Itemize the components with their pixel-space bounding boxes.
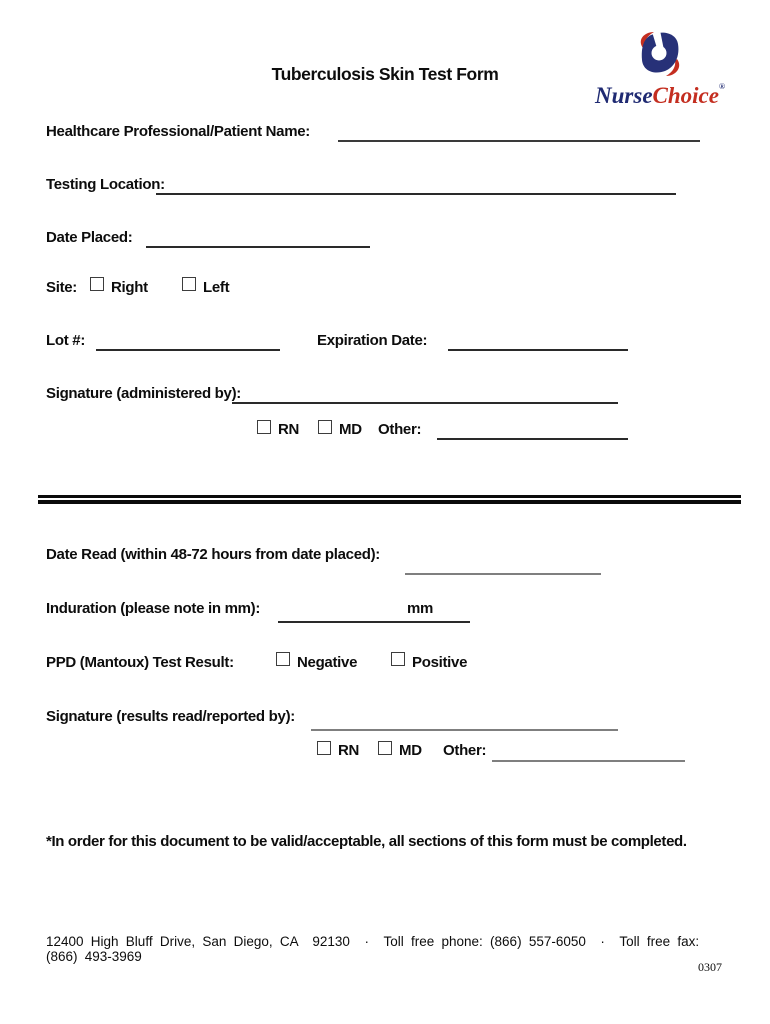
site-left-label: Left (203, 279, 230, 296)
footer-phone-label: Toll free phone: (383, 934, 483, 949)
logo-nurse: Nurse (595, 83, 653, 108)
result-positive-checkbox[interactable] (391, 652, 405, 666)
induration-label: Induration (please note in mm): (46, 600, 261, 617)
site-left-checkbox[interactable] (182, 277, 196, 291)
testing-location-label: Testing Location: (46, 176, 165, 193)
administered-other-fill-line[interactable] (437, 438, 628, 440)
page-title: Tuberculosis Skin Test Form (271, 64, 499, 84)
site-right-checkbox[interactable] (90, 277, 104, 291)
footer-fax-number: (866) 493-3969 (46, 949, 142, 964)
site-right-label: Right (111, 279, 148, 296)
site-label: Site: (46, 279, 78, 296)
testing-location-fill-line[interactable] (156, 193, 676, 195)
validity-note: *In order for this document to be valid/acceptable, all sections of this form must be completed. (46, 833, 687, 850)
footer-phone-number: (866) 557-6050 (490, 934, 586, 949)
induration-unit-label: mm (407, 600, 434, 617)
date-placed-fill-line[interactable] (146, 246, 370, 248)
results-other-fill-line[interactable] (492, 760, 685, 762)
results-rn-checkbox[interactable] (317, 741, 331, 755)
footer-separator-1: · (364, 934, 369, 949)
name-label: Healthcare Professional/Patient Name: (46, 123, 310, 140)
lot-label: Lot #: (46, 332, 86, 349)
footer-fax-label: Toll free fax: (619, 934, 700, 949)
administered-rn-checkbox[interactable] (257, 420, 271, 434)
signature-administered-label: Signature (administered by): (46, 385, 241, 402)
date-read-label: Date Read (within 48-72 hours from date placed): (46, 546, 380, 563)
lot-fill-line[interactable] (96, 349, 280, 351)
nursechoice-wordmark (592, 82, 728, 109)
expiration-label: Expiration Date: (317, 332, 428, 349)
result-negative-checkbox[interactable] (276, 652, 290, 666)
nursechoice-logo (592, 31, 728, 109)
result-positive-label: Positive (412, 654, 468, 671)
signature-results-label: Signature (results read/reported by): (46, 708, 295, 725)
registered-mark: ® (718, 82, 725, 91)
name-fill-line[interactable] (338, 140, 700, 142)
administered-md-label: MD (339, 421, 362, 438)
date-read-fill-line[interactable] (405, 573, 601, 575)
section-divider-bottom-rule (38, 500, 741, 504)
result-label: PPD (Mantoux) Test Result: (46, 654, 234, 671)
results-md-checkbox[interactable] (378, 741, 392, 755)
administered-md-checkbox[interactable] (318, 420, 332, 434)
expiration-fill-line[interactable] (448, 349, 628, 351)
logo-choice: Choice (652, 83, 719, 108)
form-code: 0307 (698, 960, 722, 974)
nursechoice-mark-icon (635, 31, 685, 77)
date-placed-label: Date Placed: (46, 229, 133, 246)
results-md-label: MD (399, 742, 422, 759)
results-rn-label: RN (338, 742, 360, 759)
footer-address: 12400 High Bluff Drive, San Diego, CA 92130 (46, 934, 350, 949)
administered-rn-label: RN (278, 421, 300, 438)
section-divider-top-rule (38, 495, 741, 498)
footer-separator-2: · (600, 934, 605, 949)
result-negative-label: Negative (297, 654, 358, 671)
signature-administered-fill-line[interactable] (232, 402, 618, 404)
signature-results-fill-line[interactable] (311, 729, 618, 731)
administered-other-label: Other: (378, 421, 422, 438)
induration-fill-line[interactable] (278, 621, 470, 623)
results-other-label: Other: (443, 742, 487, 759)
